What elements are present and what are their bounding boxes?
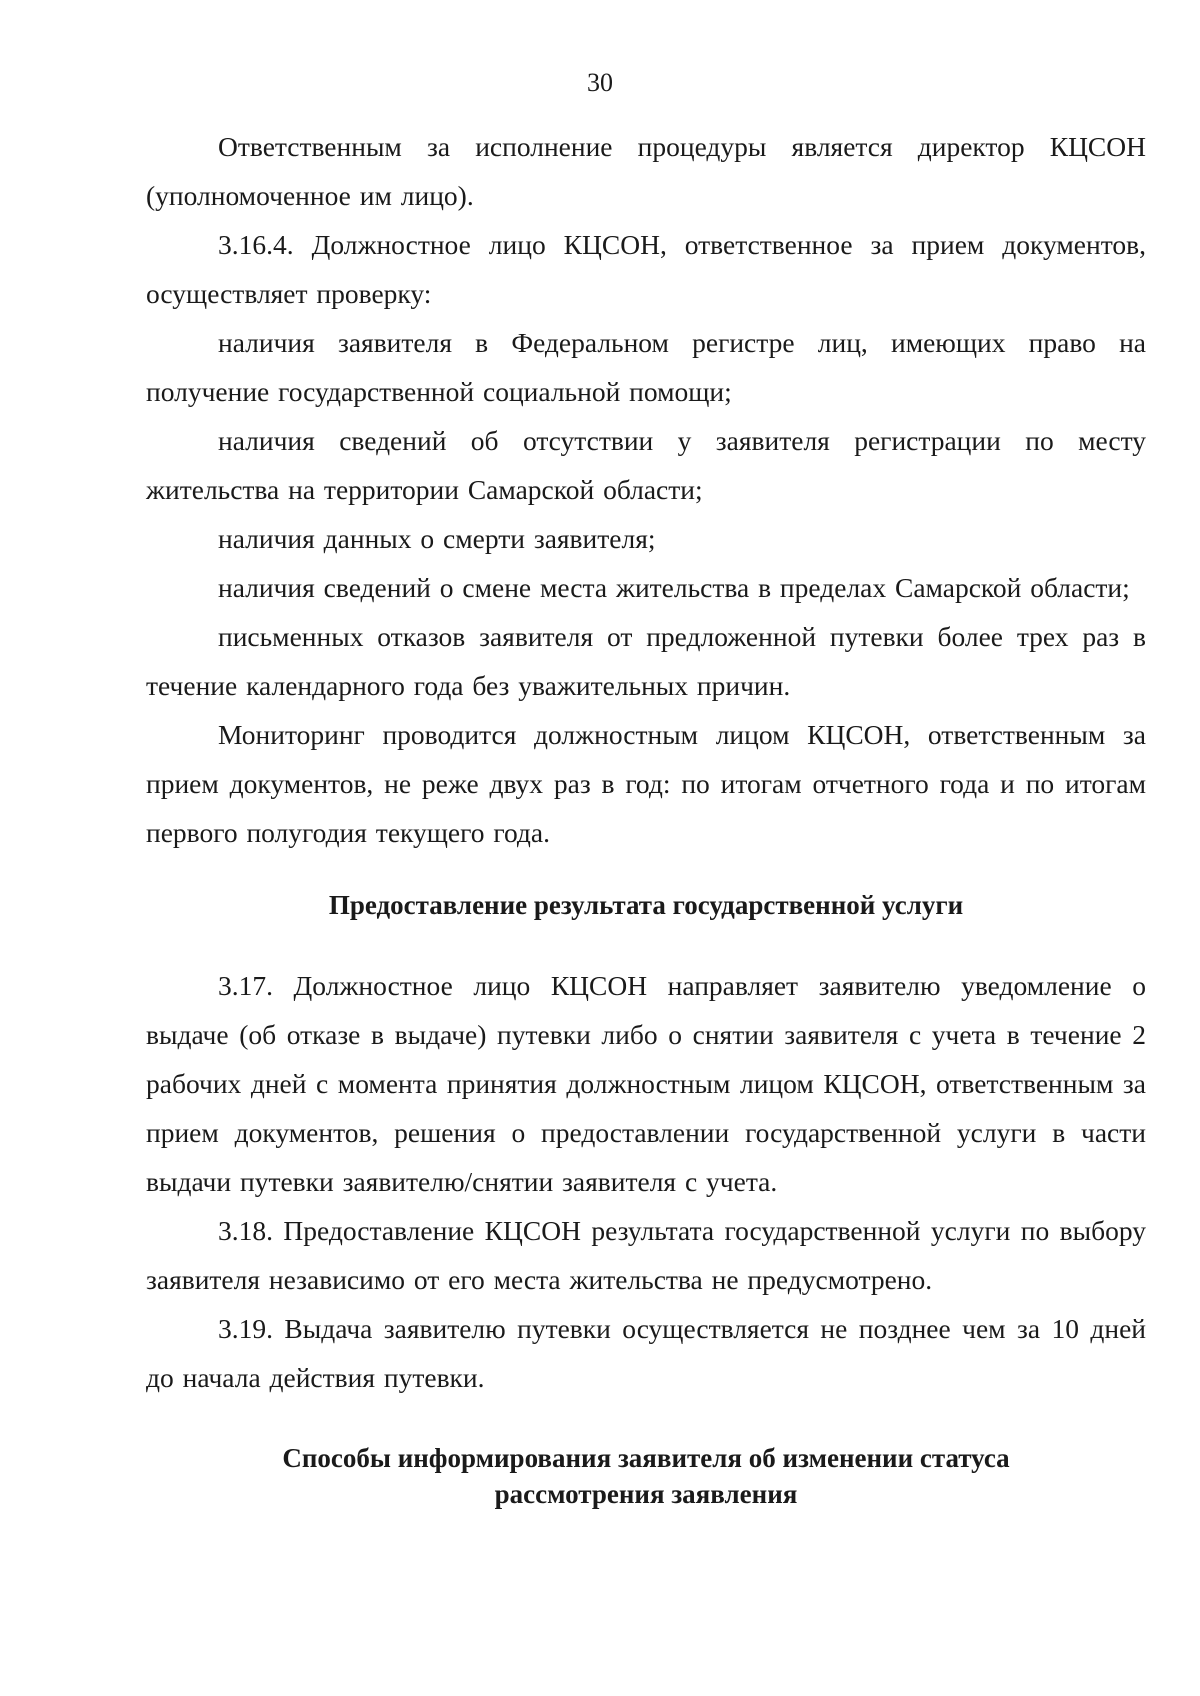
paragraph-check-register: наличия заявителя в Федеральном регистре лиц, имеющих право на получение государственной социальной помощи; <box>146 327 1146 407</box>
paragraph-responsible: Ответственным за исполнение процедуры является директор КЦСОН (уполномоченное им лицо). <box>146 131 1146 211</box>
section-heading-informing-line2: рассмотрения заявления <box>494 1479 798 1509</box>
paragraph-3-18: 3.18. Предоставление КЦСОН результата государственной услуги по выбору заявителя независимо от его места жительства не предусмотрено. <box>146 1215 1146 1295</box>
paragraph-3-19: 3.19. Выдача заявителю путевки осуществляется не позднее чем за 10 дней до начала действия путевки. <box>146 1313 1146 1393</box>
paragraph-check-refusals: письменных отказов заявителя от предложенной путевки более трех раз в течение календарного года без уважительных причин. <box>146 621 1146 701</box>
section-heading-result: Предоставление результата государственной услуги <box>328 890 964 920</box>
document-body <box>146 122 1146 1512</box>
paragraph-monitoring: Мониторинг проводится должностным лицом КЦСОН, ответственным за прием документов, не реже двух раз в год: по итогам отчетного года и по итогам первого полугодия текущего года. <box>146 719 1146 848</box>
paragraph-check-registration: наличия сведений об отсутствии у заявителя регистрации по месту жительства на территории Самарской области; <box>146 425 1146 505</box>
paragraph-check-residence: наличия сведений о смене места жительства в пределах Самарской области; <box>218 572 1130 603</box>
paragraph-3-16-4: 3.16.4. Должностное лицо КЦСОН, ответственное за прием документов, осуществляет проверку: <box>146 229 1146 309</box>
paragraph-check-death: наличия данных о смерти заявителя; <box>218 523 656 554</box>
section-heading-informing <box>146 1440 1146 1512</box>
section-heading-informing-line1: Способы информирования заявителя об изменении статуса <box>282 1443 1010 1473</box>
page-number: 30 <box>587 68 613 97</box>
paragraph-3-17: 3.17. Должностное лицо КЦСОН направляет заявителю уведомление о выдаче (об отказе в выдаче) путевки либо о снятии заявителя с учета в течение 2 рабочих дней с момента принятия должностным лицом КЦСОН, ответственным за прием документов, решения о предоставлении государственной услуги в части выдачи путевки заявителю/снятии заявителя с учета. <box>146 970 1146 1197</box>
